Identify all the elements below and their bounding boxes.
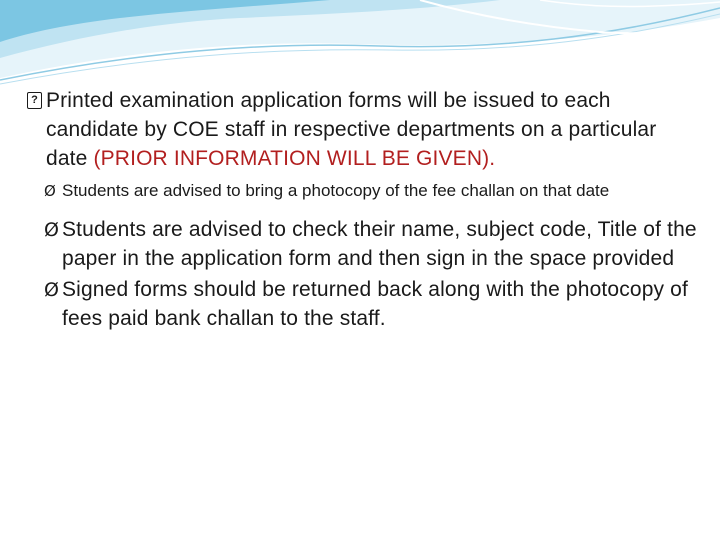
slide-content xyxy=(28,86,700,333)
bullet-item-photocopy xyxy=(28,179,700,203)
bullet-text: Students are advised to check their name, subject code, Title of the paper in the application form and then sign in the space provided xyxy=(62,218,697,270)
bullet-text: Students are advised to bring a photocopy of the fee challan on that date xyxy=(62,181,610,200)
intro-paragraph xyxy=(28,86,700,173)
bullet-item-check-details xyxy=(28,215,700,273)
arrow-bullet-icon: Ø xyxy=(44,182,56,200)
arrow-bullet-icon: Ø xyxy=(44,279,60,301)
bullet-text: Signed forms should be returned back along with the photocopy of fees paid bank challan to the staff. xyxy=(62,278,688,330)
missing-glyph-icon: ? xyxy=(27,92,42,109)
intro-highlight: (PRIOR INFORMATION WILL BE GIVEN). xyxy=(93,147,496,170)
bullet-item-return-forms xyxy=(28,275,700,333)
header-wave-decoration xyxy=(0,0,720,90)
intro-text: Printed examination application forms will be issued to each candidate by COE staff in respective departments on a particular date xyxy=(46,89,657,170)
arrow-bullet-icon: Ø xyxy=(44,219,60,241)
